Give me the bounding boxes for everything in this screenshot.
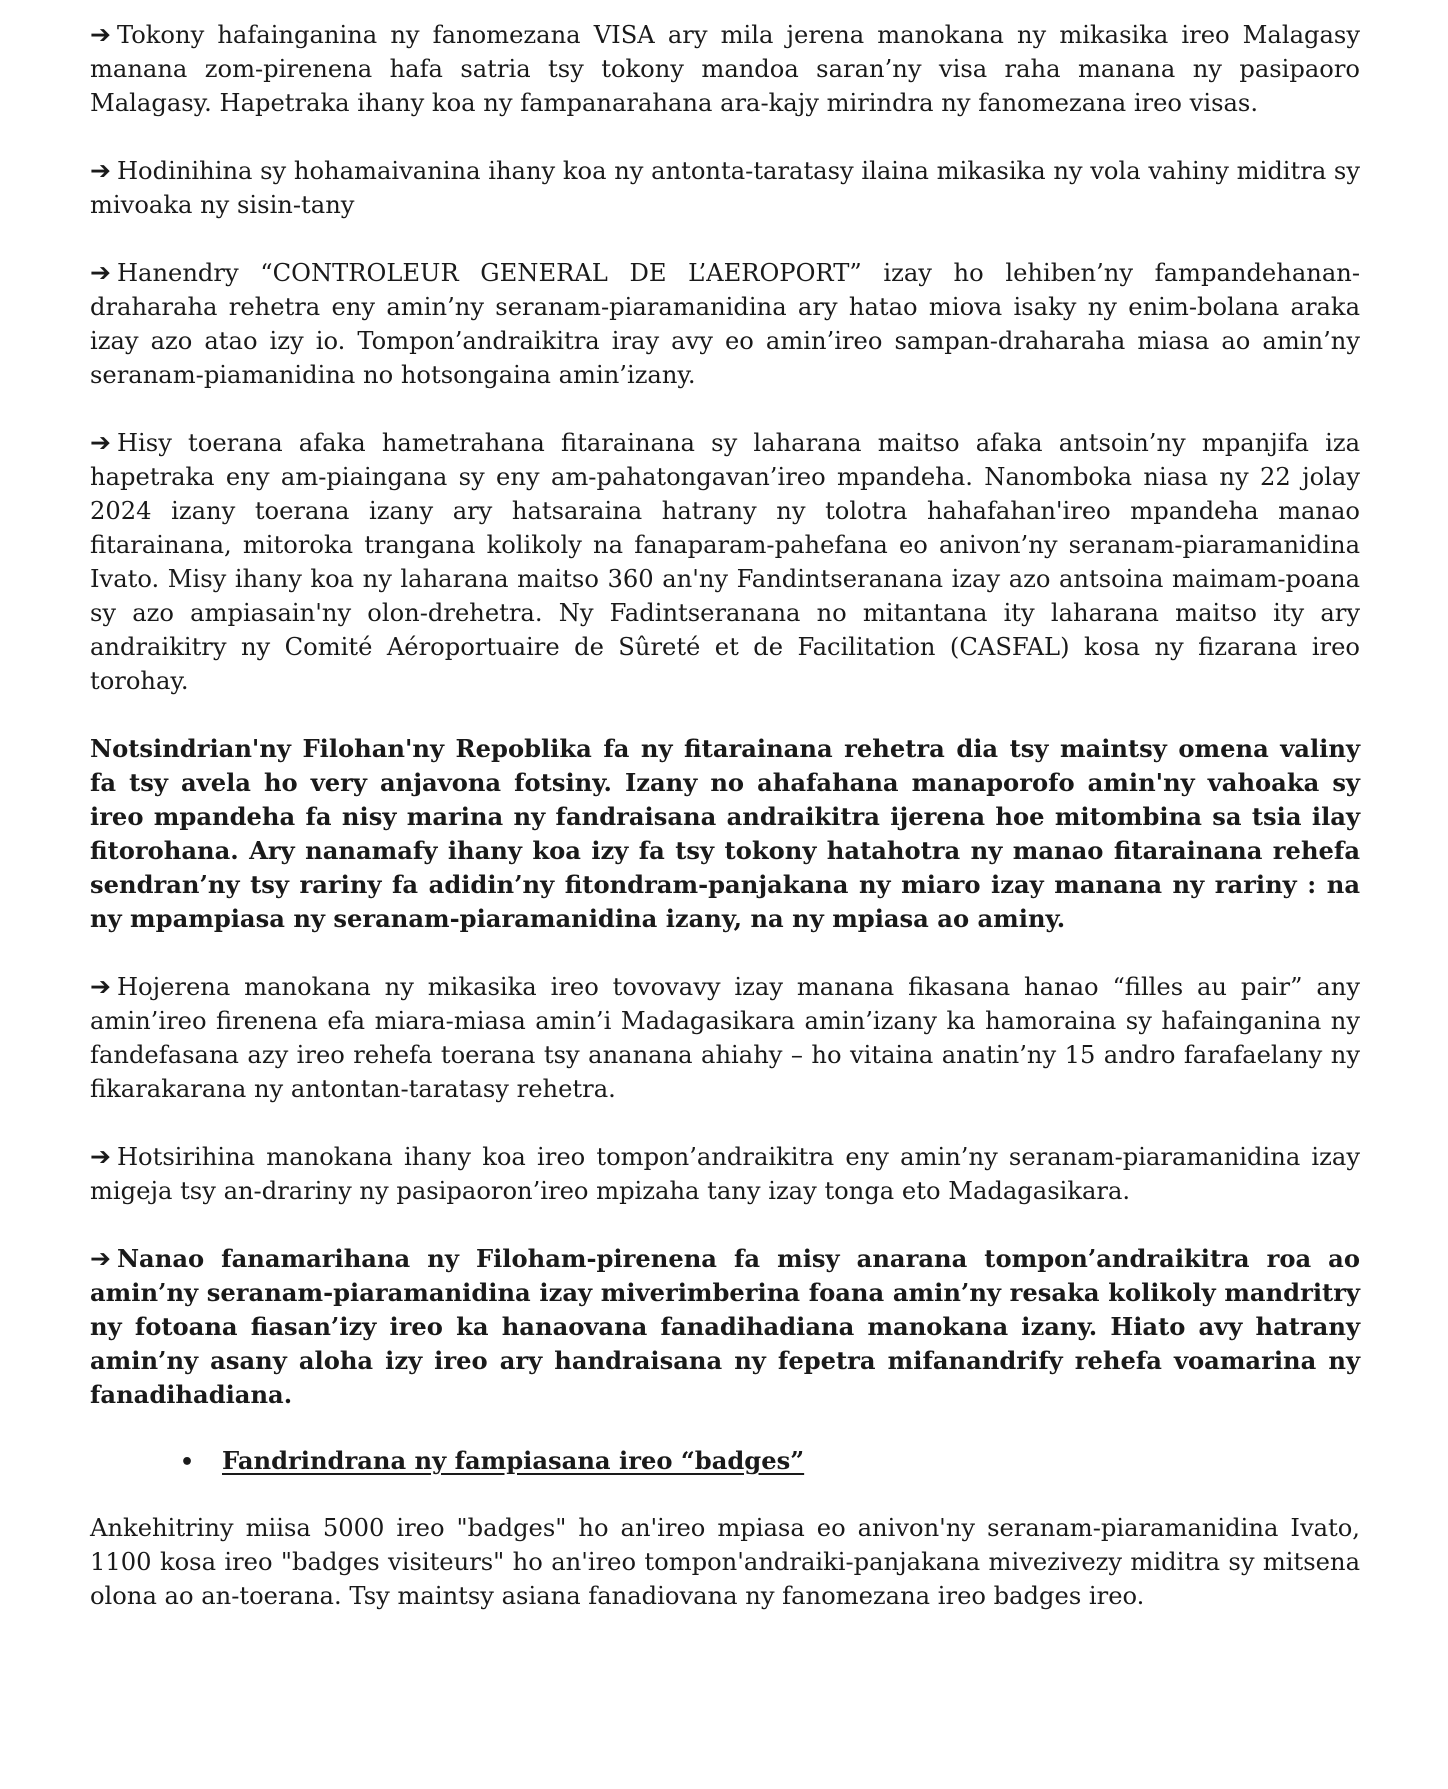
paragraph-au-pair: [90, 970, 1360, 1106]
paragraph-text: Notsindrian'ny Filohan'ny Repoblika fa ny fitarainana rehetra dia tsy maintsy omena valiny fa tsy avela ho very anjavona fotsiny. Izany no ahafahana manaporofo amin'ny vahoaka sy ireo mpandeha fa nisy marina ny fandraisana andraikitra ijerena hoe mitombina sa tsia ilay fitorohana. Ary nanamafy ihany koa izy fa tsy tokony hatahotra ny manao fitarainana rehefa sendran’ny tsy rariny fa adidin’ny fitondram-panjakana ny miaro izay manana ny rariny : na ny mpampiasa ny seranam-piaramanidina izany, na ny mpiasa ao aminy.: [90, 734, 1360, 933]
paragraph-text: Nanao fanamarihana ny Filoham-pirenena fa misy anarana tompon’andraikitra roa ao amin’ny seranam-piaramanidina izay miverimberina foana amin’ny resaka kolikoly mandritry ny fotoana fiasan’izy ireo ka hanaovana fanadihadiana manokana izany. Hiato avy hatrany amin’ny asany aloha izy ireo ary handraisana ny fepetra mifanandrify rehefa voamarina ny fanadihadiana.: [90, 1244, 1360, 1409]
bold-right-arrow-icon: ➔: [90, 1244, 111, 1273]
section-heading-text: Fandrindrana ny fampiasana ireo “badges”: [222, 1446, 805, 1475]
paragraph-complaints: [90, 426, 1360, 698]
paragraph-currency: [90, 154, 1360, 222]
paragraph-investigation: [90, 1242, 1360, 1412]
paragraph-text: Hanendry “CONTROLEUR GENERAL DE L’AEROPORT” izay ho lehiben’ny fampandehanan-draharaha rehetra eny amin’ny seranam-piaramanidina ary hatao miova isaky ny enim-bolana araka izay azo atao izy io. Tompon’andraikitra iray avy eo amin’ireo sampan-draharaha miasa ao amin’ny seranam-piamanidina no hotsongaina amin’izany.: [90, 259, 1360, 389]
paragraph-text: Hojerena manokana ny mikasika ireo tovovavy izay manana fikasana hanao “filles au pair” any amin’ireo firenena efa miara-miasa amin’i Madagasikara amin’izany ka hamoraina sy hafainganina ny fandefasana azy ireo rehefa toerana tsy ananana ahiahy – ho vitaina anatin’ny 15 andro farafaelany ny fikarakarana ny antontan-taratasy rehetra.: [90, 973, 1360, 1103]
paragraph-text: Hisy toerana afaka hametrahana fitarainana sy laharana maitso afaka antsoin’ny mpanjifa iza hapetraka eny am-piaingana sy eny am-pahatongavan’ireo mpandeha. Nanomboka niasa ny 22 jolay 2024 izany toerana izany ary hatsaraina hatrany ny tolotra hahafahan'ireo mpandeha manao fitarainana, mitoroka trangana kolikoly na fanaparam-pahefana eo anivon’ny seranam-piaramanidina Ivato. Misy ihany koa ny laharana maitso 360 an'ny Fandintseranana izay azo antsoina maimam-poana sy azo ampiasain'ny olon-drehetra. Ny Fadintseranana no mitantana ity laharana maitso ity ary andraikitry ny Comité Aéroportuaire de Sûreté et de Facilitation (CASFAL) kosa ny fizarana ireo torohay.: [90, 429, 1360, 695]
paragraph-controller: [90, 256, 1360, 392]
bold-right-arrow-icon: ➔: [90, 428, 111, 457]
paragraph-passports: [90, 1140, 1360, 1208]
paragraph-visa: [90, 18, 1360, 120]
paragraph-badges: [90, 1511, 1360, 1613]
bold-right-arrow-icon: ➔: [90, 972, 111, 1001]
paragraph-text: Hodinihina sy hohamaivanina ihany koa ny antonta-taratasy ilaina mikasika ny vola vahiny miditra sy mivoaka ny sisin-tany: [90, 157, 1361, 219]
bold-right-arrow-icon: ➔: [90, 20, 111, 49]
bold-right-arrow-icon: ➔: [90, 258, 111, 287]
paragraph-text: Tokony hafainganina ny fanomezana VISA ary mila jerena manokana ny mikasika ireo Malagasy manana zom-pirenena hafa satria tsy tokony mandoa saran’ny visa raha manana ny pasipaoro Malagasy. Hapetraka ihany koa ny fampanarahana ara-kajy mirindra ny fanomezana ireo visas.: [90, 21, 1360, 117]
bold-right-arrow-icon: ➔: [90, 1142, 111, 1171]
paragraph-text: Hotsirihina manokana ihany koa ireo tompon’andraikitra eny amin’ny seranam-piaramanidina izay migeja tsy an-drariny ny pasipaoron’ireo mpizaha tany izay tonga eto Madagasikara.: [90, 1143, 1360, 1205]
paragraph-text: Ankehitriny miisa 5000 ireo "badges" ho an'ireo mpiasa eo anivon'ny seranam-piaramanidina Ivato, 1100 kosa ireo "badges visiteurs" ho an'ireo tompon'andraiki-panjakana mivezivezy miditra sy mitsena olona ao an-toerana. Tsy maintsy asiana fanadiovana ny fanomezana ireo badges ireo.: [90, 1514, 1360, 1610]
section-heading-badges: [180, 1444, 1360, 1480]
bullet-icon: •: [180, 1450, 195, 1475]
bold-right-arrow-icon: ➔: [90, 156, 111, 185]
paragraph-president-emphasis: [90, 732, 1360, 936]
